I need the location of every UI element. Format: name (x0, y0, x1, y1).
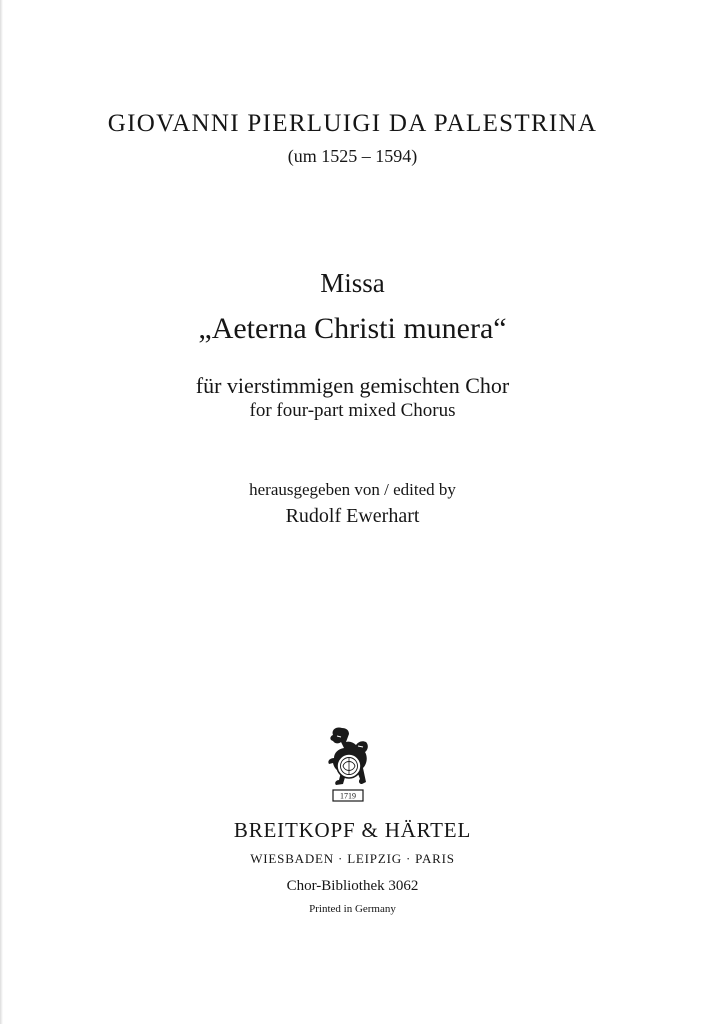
work-genre: Missa (320, 268, 385, 298)
work-title: „Aeterna Christi munera“ (198, 312, 507, 345)
editor-name: Rudolf Ewerhart (285, 505, 420, 527)
publisher-cities: WIESBADEN · LEIPZIG · PARIS (250, 851, 455, 866)
subtitle-english: for four-part mixed Chorus (249, 400, 456, 421)
composer-name: GIOVANNI PIERLUIGI DA PALESTRINA (107, 110, 598, 137)
emblem-year: 1719 (340, 791, 356, 801)
publisher-emblem-icon (322, 722, 374, 806)
edited-by-label: herausgegeben von / edited by (249, 480, 456, 499)
publisher-name: BREITKOPF & HÄRTEL (233, 818, 472, 842)
series-number: Chor-Bibliothek 3062 (286, 878, 419, 894)
printed-in: Printed in Germany (309, 903, 396, 915)
subtitle-german: für vierstimmigen gemischten Chor (195, 373, 510, 398)
composer-dates: (um 1525 – 1594) (287, 146, 418, 166)
